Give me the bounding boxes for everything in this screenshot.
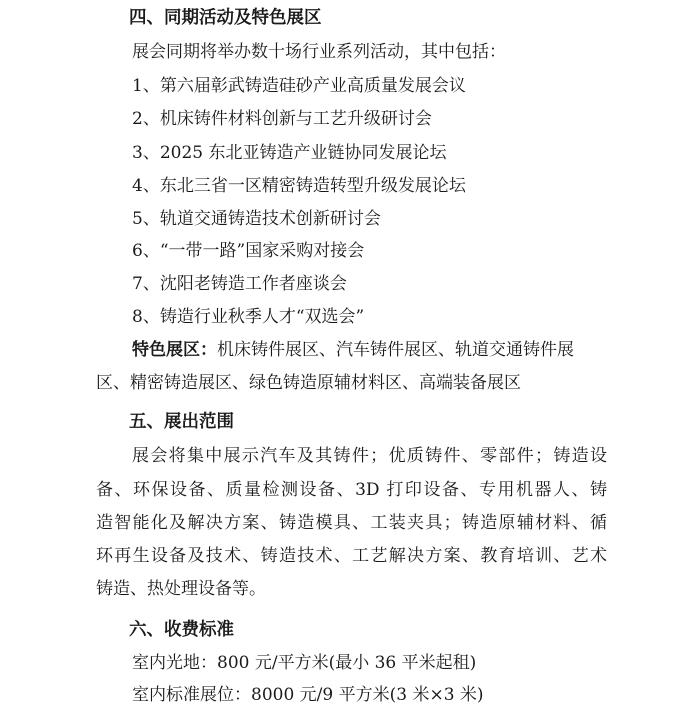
event-item: 4、东北三省一区精密铸造转型升级发展论坛 — [132, 176, 466, 196]
feature-zones-line2: 区、精密铸造展区、绿色铸造原辅材料区、高端装备展区 — [96, 373, 521, 393]
event-item: 6、“一带一路”国家采购对接会 — [132, 241, 365, 261]
event-item: 5、轨道交通铸造技术创新研讨会 — [132, 209, 381, 229]
feature-zones-label: 特色展区： — [132, 340, 217, 360]
event-item: 2、机床铸件材料创新与工艺升级研讨会 — [132, 109, 432, 129]
section5-heading: 五、展出范围 — [129, 412, 234, 432]
event-item: 1、第六届彰武铸造硅砂产业高质量发展会议 — [132, 76, 466, 96]
section4-heading: 四、同期活动及特色展区 — [129, 8, 322, 28]
feature-zones-text: 机床铸件展区、汽车铸件展区、轨道交通铸件展 — [217, 340, 574, 360]
event-item: 8、铸造行业秋季人才“双选会” — [132, 307, 365, 327]
fee-item: 室内光地：800 元/平方米(最小 36 平米起租) — [132, 653, 477, 673]
scope-line: 展会将集中展示汽车及其铸件；优质铸件、零部件；铸造设 — [132, 446, 607, 466]
scope-line: 备、环保设备、质量检测设备、3D 打印设备、专用机器人、铸 — [96, 480, 607, 500]
event-item: 3、2025 东北亚铸造产业链协同发展论坛 — [132, 143, 447, 163]
feature-zones-line1 — [132, 338, 574, 362]
event-item: 7、沈阳老铸造工作者座谈会 — [132, 274, 347, 294]
section6-heading: 六、收费标准 — [129, 620, 234, 640]
section4-intro: 展会同期将举办数十场行业系列活动，其中包括： — [132, 42, 506, 62]
scope-line: 造智能化及解决方案、铸造模具、工装夹具；铸造原辅材料、循 — [96, 513, 607, 533]
scope-line: 铸造、热处理设备等。 — [96, 579, 266, 599]
fee-item: 室内标准展位：8000 元/9 平方米(3 米×3 米) — [132, 685, 484, 705]
scope-line: 环再生设备及技术、铸造技术、工艺解决方案、教育培训、艺术 — [96, 546, 607, 566]
